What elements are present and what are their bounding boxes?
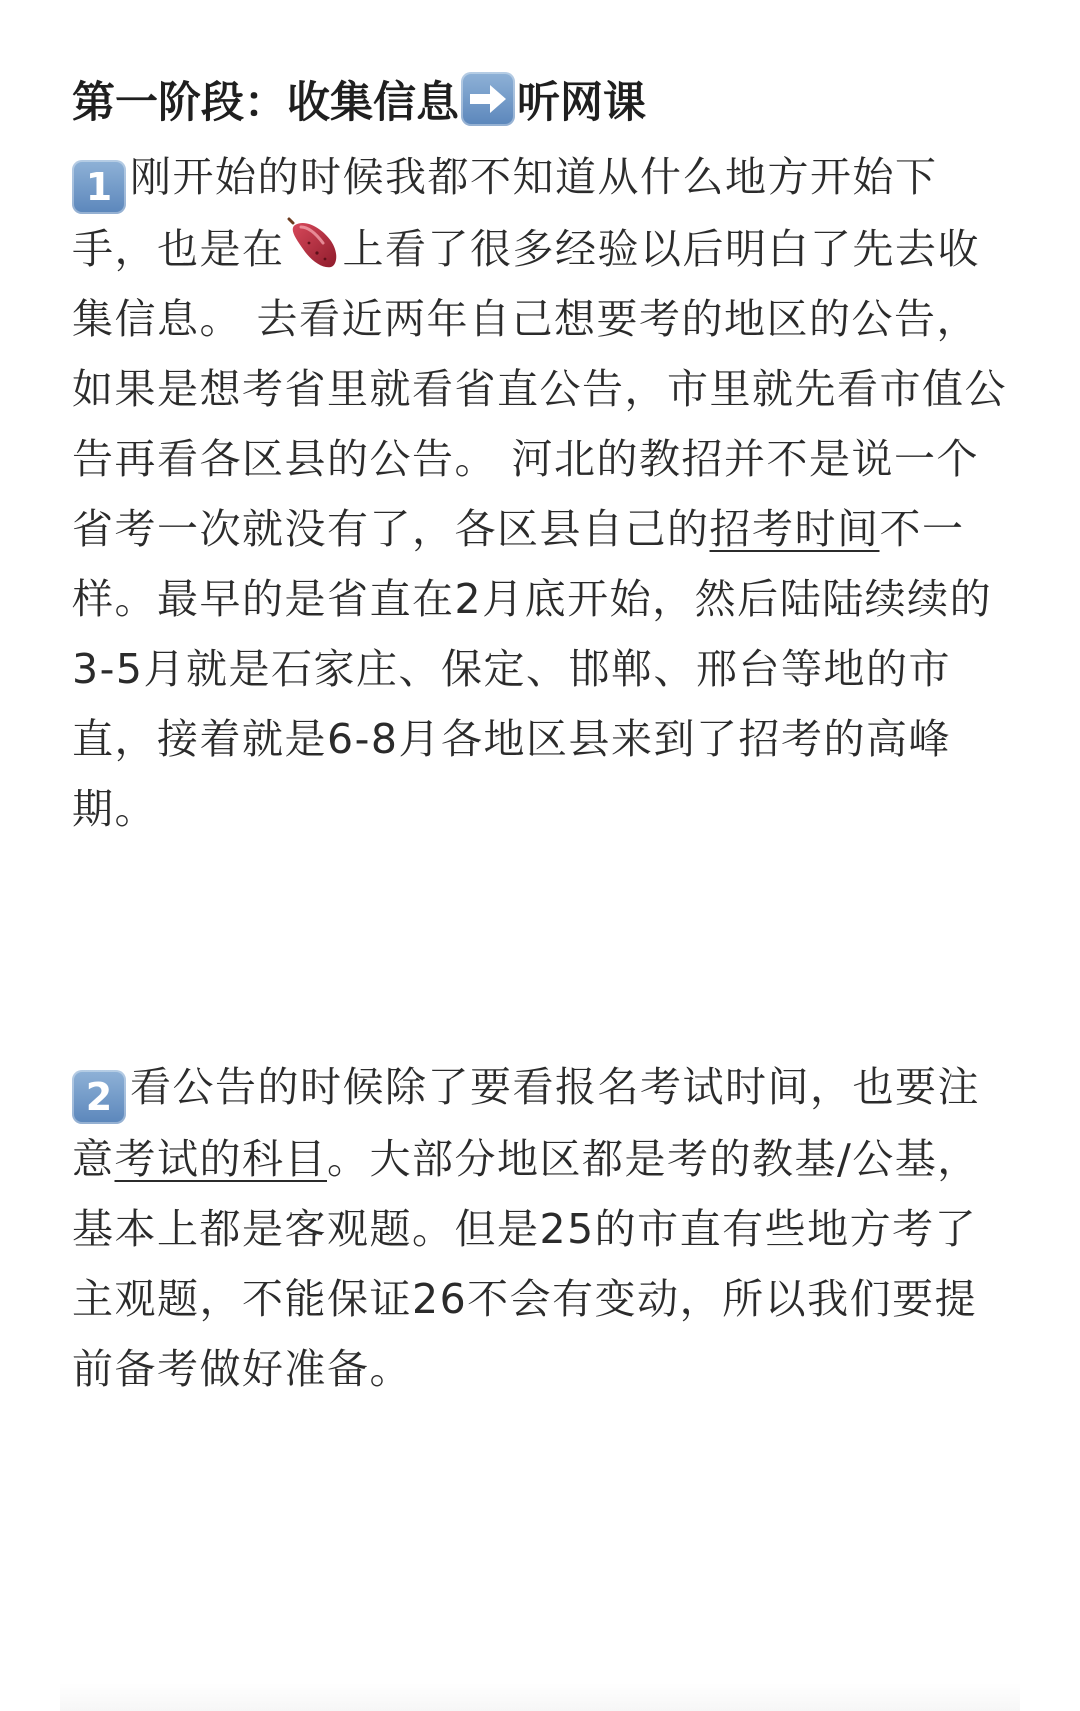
right-arrow-icon [461, 72, 515, 126]
keycap-number-icon: 2 [72, 1070, 126, 1124]
section-1-text-b: 上看了很多经验以后明白了先去收集信息。 去看近两年自己想要考的地区的公告，如果是想考省里就看省直公告，市里就先看市值公告再看各区县的公告。 河北的教招并不是说一个省考一次就没有了，各区县自己的 [72, 225, 1007, 553]
title-part2: 听网课 [517, 78, 646, 128]
page-title [72, 72, 1012, 134]
keycap-number-icon: 1 [72, 160, 126, 214]
bottom-fade-divider [60, 1683, 1020, 1711]
section-1-underlined-text: 招考时间 [709, 505, 880, 553]
section-1-paragraph [72, 142, 1012, 844]
title-part1: 第一阶段：收集信息 [72, 78, 459, 128]
section-2-text-b: 。大部分地区都是考的教基/公基，基本上都是客观题。但是25的市直有些地方考了主观题，不能保证26不会有变动，所以我们要提前备考做好准备。 [72, 1135, 980, 1393]
sweet-potato-icon [287, 217, 341, 271]
section-2-underlined-text: 考试的科目 [114, 1135, 327, 1183]
section-2-text-a: 看公告的时候除了要看报名考试时间，也要注意 [72, 1063, 980, 1183]
note-content [72, 72, 1012, 1404]
section-1-text-a: 刚开始的时候我都不知道从什么地方开始下手，也是在 [72, 153, 938, 273]
section-1-text-c: 不一样。最早的是省直在2月底开始，然后陆陆续续的3-5月就是石家庄、保定、邯郸、邢台等地的市直，接着就是6-8月各地区县来到了招考的高峰期。 [72, 505, 993, 833]
section-2-paragraph [72, 1052, 1012, 1404]
